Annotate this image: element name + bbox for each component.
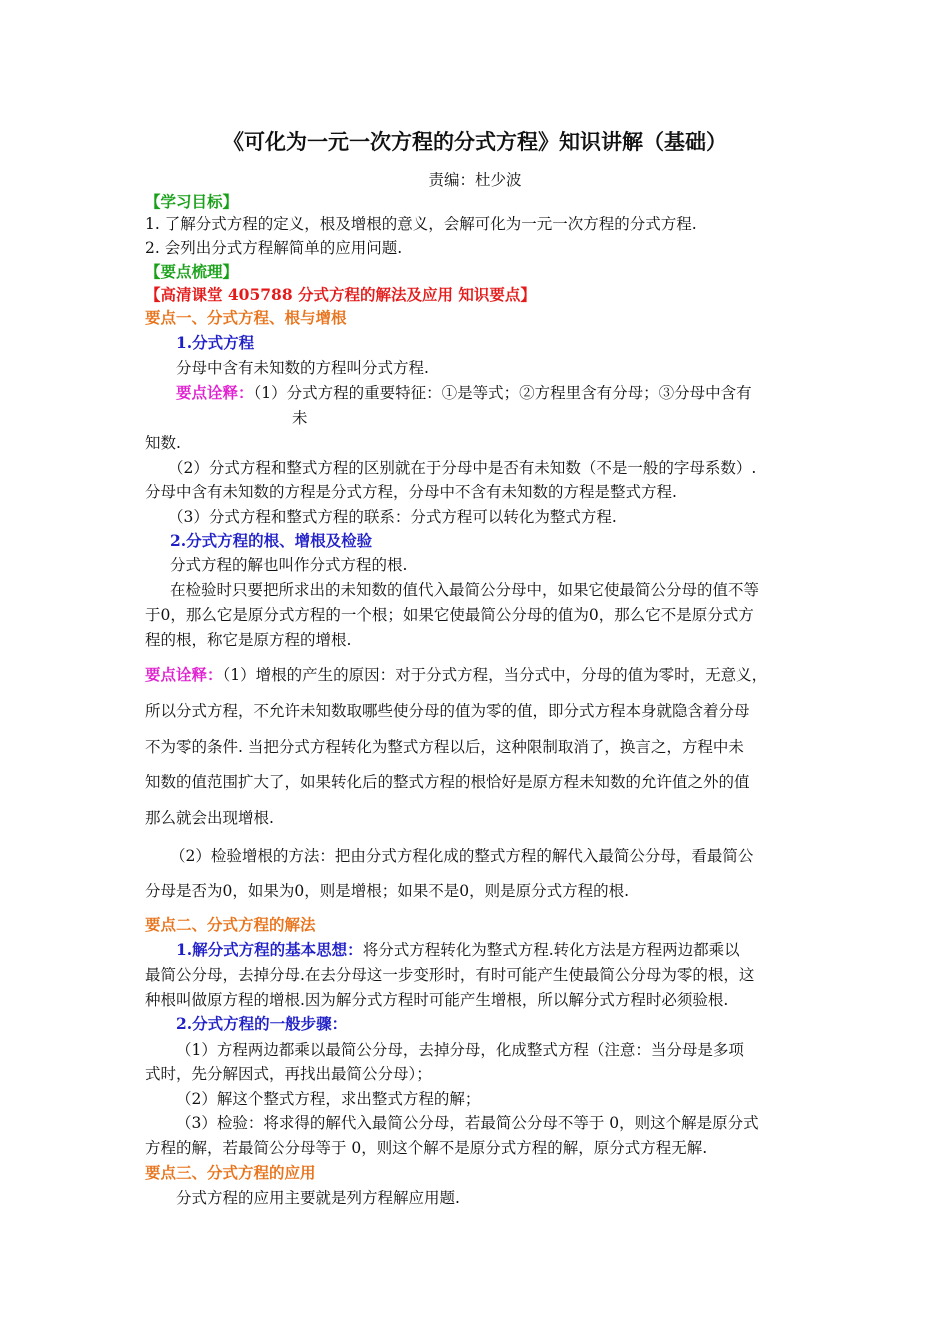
note1-text: （1）分式方程的重要特征：①是等式；②方程里含有分母；③分母中含有 bbox=[253, 384, 752, 402]
point1-sub1-heading: 1.分式方程 bbox=[176, 333, 255, 352]
sub2-text4: 程的根，称它是原方程的增根. bbox=[145, 631, 352, 649]
author-line: 责编：杜少波 bbox=[428, 171, 522, 189]
note1-end: 知数. bbox=[145, 434, 181, 452]
note2-para-text1: （1）增根的产生的原因：对于分式方程，当分式中，分母的值为零时，无意义， bbox=[222, 666, 768, 684]
note2-para-line4: 知数的值范围扩大了，如果转化后的整式方程的根恰好是原方程未知数的允许值之外的值 bbox=[145, 773, 750, 791]
note1-wrap: 未 bbox=[292, 409, 308, 427]
note2-para-line7: 分母是否为0，如果为0，则是增根；如果不是0，则是原分式方程的根. bbox=[145, 882, 630, 900]
step1-line1: （1）方程两边都乘以最简公分母，去掉分母，化成整式方程（注意：当分母是多项 bbox=[176, 1041, 744, 1059]
point2-s1-line2: 最简公分母，去掉分母.在去分母这一步变形时，有时可能产生使最简公分母为零的根，这 bbox=[145, 966, 755, 984]
goals-header: 【学习目标】 bbox=[145, 192, 239, 211]
note2-para-line1 bbox=[145, 665, 767, 685]
point1-heading: 要点一、分式方程、根与增根 bbox=[145, 308, 347, 327]
point2-heading: 要点二、分式方程的解法 bbox=[145, 915, 316, 934]
goal-item-2: 2. 会列出分式方程解简单的应用问题. bbox=[145, 239, 403, 257]
point2-s1-label: 1.解分式方程的基本思想： bbox=[176, 940, 363, 959]
outline-header: 【要点梳理】 bbox=[145, 262, 239, 281]
course-link[interactable]: 【高清课堂 405788 分式方程的解法及应用 知识要点】 bbox=[145, 285, 536, 304]
note3-line: （3）分式方程和整式方程的联系：分式方程可以转化为整式方程. bbox=[168, 508, 617, 526]
note2-line1: （2）分式方程和整式方程的区别就在于分母中是否有未知数（不是一般的字母系数）. bbox=[168, 459, 757, 477]
point1-note1-line bbox=[176, 383, 752, 403]
step1-line2: 式时，先分解因式，再找出最简公分母）； bbox=[145, 1065, 432, 1083]
step3-line2: 方程的解，若最简公分母等于 0，则这个解不是原分式方程的解，原分式方程无解. bbox=[145, 1139, 708, 1157]
note2-para-line6: （2）检验增根的方法：把由分式方程化成的整式方程的解代入最简公分母，看最简公 bbox=[170, 847, 754, 865]
note2-label: 要点诠释： bbox=[145, 665, 223, 684]
note2-para-line5: 那么就会出现增根. bbox=[145, 809, 274, 827]
page-title: 《可化为一元一次方程的分式方程》知识讲解（基础） bbox=[223, 129, 727, 154]
step3-line1: （3）检验：将求得的解代入最简公分母，若最简公分母不等于 0，则这个解是原分式 bbox=[176, 1114, 759, 1132]
point3-heading: 要点三、分式方程的应用 bbox=[145, 1163, 316, 1182]
sub2-text2: 在检验时只要把所求出的未知数的值代入最简公分母中，如果它使最简公分母的值不等 bbox=[170, 581, 760, 599]
note-label: 要点诠释： bbox=[176, 383, 254, 402]
point2-s1-line1 bbox=[176, 940, 740, 960]
note2-para-line3: 不为零的条件. 当把分式方程转化为整式方程以后，这种限制取消了，换言之，方程中未 bbox=[145, 738, 744, 756]
point1-sub1-text: 分母中含有未知数的方程叫分式方程. bbox=[176, 359, 429, 377]
note2-line2: 分母中含有未知数的方程是分式方程，分母中不含有未知数的方程是整式方程. bbox=[145, 483, 677, 501]
goal-item-1: 1. 了解分式方程的定义，根及增根的意义，会解可化为一元一次方程的分式方程. bbox=[145, 215, 697, 233]
note2-para-line2: 所以分式方程，不允许未知数取哪些使分母的值为零的值，即分式方程本身就隐含着分母 bbox=[145, 702, 750, 720]
point2-s2-heading: 2.分式方程的一般步骤： bbox=[176, 1014, 348, 1033]
point2-s1-text1: 将分式方程转化为整式方程.转化方法是方程两边都乘以 bbox=[362, 941, 740, 959]
step2-line: （2）解这个整式方程，求出整式方程的解； bbox=[176, 1090, 481, 1108]
point1-sub2-heading: 2.分式方程的根、增根及检验 bbox=[170, 531, 373, 550]
point3-text: 分式方程的应用主要就是列方程解应用题. bbox=[176, 1189, 460, 1207]
sub2-text3: 于0，那么它是原分式方程的一个根；如果它使最简公分母的值为0，那么它不是原分式方 bbox=[145, 606, 754, 624]
sub2-text1: 分式方程的解也叫作分式方程的根. bbox=[170, 556, 408, 574]
point2-s1-line3: 种根叫做原方程的增根.因为解分式方程时可能产生增根，所以解分式方程时必须验根. bbox=[145, 991, 729, 1009]
